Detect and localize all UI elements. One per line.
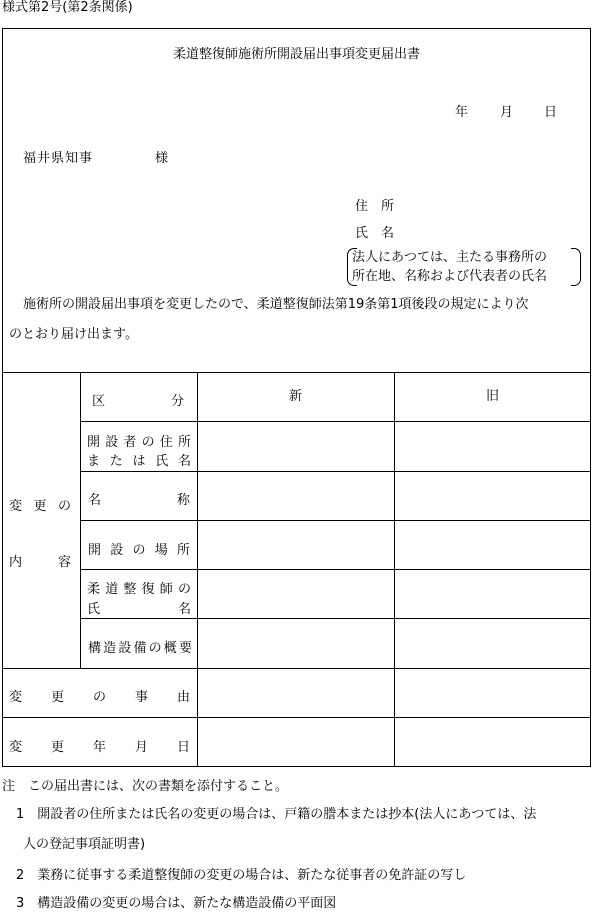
row-label-applicant-line1 (87, 431, 191, 450)
label-char: 内 (9, 555, 23, 570)
label-char: 月 (134, 740, 148, 755)
label-char: は (132, 454, 146, 469)
corp-note-line2: 所在地、名称および代表者の氏名 (352, 269, 548, 284)
label-char: 道 (105, 582, 119, 597)
label-char: 名 (88, 493, 102, 508)
label-char: 造 (103, 641, 117, 656)
label-char: 容 (57, 555, 71, 570)
reason-new-cell[interactable] (198, 669, 394, 717)
structure-new-cell[interactable] (198, 619, 394, 668)
label-char: 更 (33, 499, 47, 514)
facility-name-new-cell[interactable] (198, 472, 394, 520)
notes-intro: 注 この届出書には、次の書類を添付すること。 (2, 779, 289, 794)
header-category (92, 390, 184, 409)
row-label-structure (88, 637, 192, 656)
label-char: 柔 (87, 582, 101, 597)
date-year: 年 (455, 105, 469, 120)
label-char: 構 (88, 641, 102, 656)
structure-old-cell[interactable] (395, 619, 590, 668)
location-new-cell[interactable] (198, 521, 394, 569)
label-char: の (141, 435, 155, 450)
label-char: 氏 (87, 602, 101, 617)
applicant-old-cell[interactable] (395, 422, 590, 471)
address-label: 住 所 (355, 199, 395, 214)
addressee-name: 福井県知事 (23, 151, 94, 166)
label-char: 事 (134, 690, 148, 705)
applicant-new-cell[interactable] (198, 422, 394, 471)
header-old: 旧 (485, 389, 499, 404)
label-char: 区 (92, 394, 106, 409)
note-1-line1: 1 開設者の住所または氏名の変更の場合は、戸籍の謄本または抄本(法人にあつては、法 (16, 807, 537, 822)
label-char: の (132, 543, 146, 558)
label-char: 整 (123, 582, 137, 597)
label-char: 変 (9, 740, 23, 755)
group-label-line2 (9, 551, 71, 570)
label-char: 開 (87, 435, 101, 450)
reason-old-cell[interactable] (395, 669, 590, 717)
note-2: 2 業務に従事する柔道整復師の変更の場合は、新たな従事者の免許証の写し (16, 868, 467, 883)
date-old-cell[interactable] (395, 718, 590, 766)
label-char: 変 (9, 690, 23, 705)
row-label-applicant-line2 (87, 450, 191, 469)
label-char: の (177, 582, 191, 597)
note-1-line2: 人の登記事項証明書) (23, 837, 146, 852)
label-char: 分 (170, 394, 184, 409)
label-char: 復 (141, 582, 155, 597)
label-char: 概 (163, 641, 177, 656)
header-new: 新 (288, 389, 302, 404)
location-old-cell[interactable] (395, 521, 590, 569)
corp-note-line1: 法人にあつては、主たる事務所の (352, 250, 548, 265)
label-char: た (109, 454, 123, 469)
facility-name-old-cell[interactable] (395, 472, 590, 520)
body-text-line2: のとおり届け出ます。 (9, 327, 138, 342)
label-char: 者 (123, 435, 137, 450)
row-label-practitioner-line1 (87, 578, 191, 597)
label-char: 場 (154, 543, 168, 558)
label-char: 氏 (155, 454, 169, 469)
label-char: 要 (178, 641, 192, 656)
body-text-line1: 施術所の開設届出事項を変更したので、柔道整復師法第19条第1項後段の規定により次 (23, 297, 529, 312)
label-char: 日 (176, 740, 190, 755)
addressee-honorific: 様 (155, 151, 169, 166)
practitioner-old-cell[interactable] (395, 570, 590, 618)
label-char: 称 (176, 493, 190, 508)
row-label-facility-name (88, 489, 190, 508)
table-top-border (2, 372, 591, 373)
row-label-location (88, 539, 190, 558)
date-month: 月 (500, 105, 514, 120)
date-day: 日 (544, 105, 558, 120)
label-char: の (148, 641, 162, 656)
label-char: 設 (118, 641, 132, 656)
label-char: 住 (159, 435, 173, 450)
label-char: 所 (176, 543, 190, 558)
label-char: 由 (176, 690, 190, 705)
label-char: の (92, 690, 106, 705)
name-label: 氏 名 (355, 226, 395, 241)
label-char: ま (87, 454, 101, 469)
row-label-practitioner-line2 (87, 598, 191, 617)
label-char: 更 (50, 690, 64, 705)
label-char: 開 (88, 543, 102, 558)
label-char: 設 (110, 543, 124, 558)
form-number: 様式第2号(第2条関係) (2, 0, 133, 15)
row-label-date (9, 736, 190, 755)
practitioner-new-cell[interactable] (198, 570, 394, 618)
label-char: 変 (9, 499, 23, 514)
label-char: の (57, 499, 71, 514)
col-line (80, 372, 81, 668)
row-label-reason (9, 686, 190, 705)
form-title: 柔道整復師施術所開設届出事項変更届出書 (172, 47, 420, 62)
label-char: 備 (133, 641, 147, 656)
label-char: 年 (92, 740, 106, 755)
note-bracket-right (571, 248, 581, 286)
note-3: 3 構造設備の変更の場合は、新たな構造設備の平面図 (16, 896, 337, 911)
label-char: 師 (159, 582, 173, 597)
label-char: 所 (177, 435, 191, 450)
date-new-cell[interactable] (198, 718, 394, 766)
label-char: 更 (50, 740, 64, 755)
label-char: 設 (105, 435, 119, 450)
label-char: 名 (177, 454, 191, 469)
group-label-line1 (9, 495, 71, 514)
label-char: 名 (177, 602, 191, 617)
